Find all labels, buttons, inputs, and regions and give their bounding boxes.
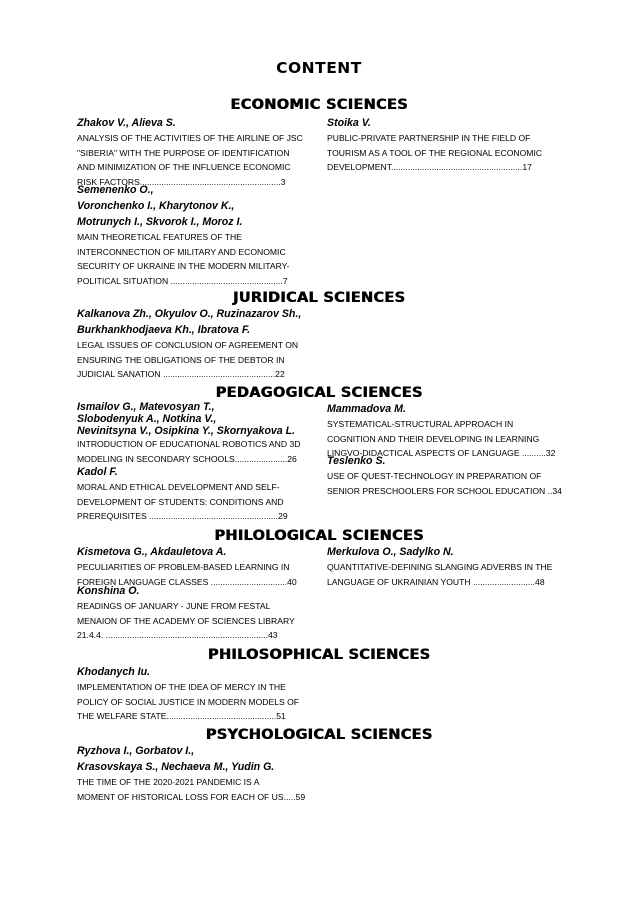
toc-entry[interactable] bbox=[77, 464, 313, 524]
entry-authors: Merkulova O., Sadylko N. bbox=[327, 546, 454, 558]
section-title-economic: ECONOMIC SCIENCES bbox=[230, 97, 408, 113]
entry-title: ANALYSIS OF THE ACTIVITIES OF THE AIRLINE OF JSC "SIBERIA" WITH THE PURPOSE OF IDENTIFICATION AND MINIMIZATION OF THE INFLUENCE ECONOMIC RISK FACTORS...........................................................3 bbox=[77, 133, 303, 187]
entry-page-number: 48 bbox=[535, 576, 545, 587]
entry-page-number: 26 bbox=[287, 453, 297, 464]
toc-entry[interactable] bbox=[77, 664, 313, 724]
toc-entry[interactable] bbox=[77, 182, 313, 288]
entry-authors: Khodanych Iu. bbox=[77, 666, 150, 678]
entry-title: IMPLEMENTATION OF THE IDEA OF MERCY IN THE POLICY OF SOCIAL JUSTICE IN MODERN MODELS OF THE WELFARE STATE..............................................51 bbox=[77, 682, 300, 722]
entry-authors: Konshina O. bbox=[77, 585, 140, 597]
toc-entry[interactable] bbox=[77, 306, 337, 382]
entry-page-number: 43 bbox=[268, 630, 278, 641]
entry-authors: Ryzhova I., Gorbatov I., Krasovskaya S., Nechaeva M., Yudin G. bbox=[77, 745, 275, 773]
toc-entry[interactable] bbox=[327, 544, 563, 589]
entry-title: LEGAL ISSUES OF CONCLUSION OF AGREEMENT ON ENSURING THE OBLIGATIONS OF THE DEBTOR IN JUDICIAL SANATION ...............................................22 bbox=[77, 340, 299, 380]
entry-page-number: 34 bbox=[552, 485, 562, 496]
entry-page-number: 22 bbox=[275, 369, 285, 380]
toc-entry[interactable] bbox=[77, 743, 313, 804]
section-title-psychological: PSYCHOLOGICAL SCIENCES bbox=[205, 727, 433, 743]
entry-title: MAIN THEORETICAL FEATURES OF THE INTERCONNECTION OF MILITARY AND ECONOMIC SECURITY OF UKRAINE IN THE MODERN MILITARY- POLITICAL SITUATION ...............................................7 bbox=[77, 232, 290, 286]
entry-authors: Semenenko O., Voronchenko I., Kharytonov K., Motrunych I., Skvorok I., Moroz I. bbox=[77, 184, 243, 228]
entry-page-number: 59 bbox=[295, 791, 306, 802]
entry-authors: Ismailov G., Matevosyan T., Slobodenyuk A., Notkina V., Nevinitsyna V., Osipkina Y., Skornyakova L. bbox=[77, 401, 296, 437]
section-title-philosophical: PHILOSOPHICAL SCIENCES bbox=[207, 647, 431, 663]
entry-title: PECULIARITIES OF PROBLEM-BASED LEARNING IN FOREIGN LANGUAGE CLASSES ................................40 bbox=[77, 562, 297, 587]
page-title: CONTENT bbox=[276, 59, 362, 77]
entry-authors: Stoika V. bbox=[327, 117, 371, 129]
toc-entry[interactable] bbox=[327, 401, 563, 461]
toc-entry[interactable] bbox=[77, 583, 313, 643]
entry-authors: Zhakov V., Alieva S. bbox=[77, 117, 176, 129]
entry-page-number: 51 bbox=[276, 711, 286, 722]
toc-entry[interactable] bbox=[327, 115, 563, 175]
toc-entry[interactable] bbox=[77, 115, 313, 189]
entry-authors: Mammadova M. bbox=[327, 403, 406, 415]
section-title-pedagogical: PEDAGOGICAL SCIENCES bbox=[215, 385, 423, 401]
entry-authors: Kismetova G., Akdauletova A. bbox=[77, 546, 227, 558]
section-title-philological: PHILOLOGICAL SCIENCES bbox=[214, 528, 424, 544]
entry-title: USE OF QUEST-TECHNOLOGY IN PREPARATION OF SENIOR PRESCHOOLERS FOR SCHOOL EDUCATION ..34 bbox=[327, 471, 562, 496]
toc-entry[interactable] bbox=[327, 453, 563, 498]
entry-authors: Kadol F. bbox=[77, 466, 118, 478]
entry-authors: Teslenko S. bbox=[327, 455, 386, 467]
entry-page-number: 17 bbox=[522, 162, 532, 173]
entry-page-number: 29 bbox=[278, 511, 288, 522]
toc-entry[interactable] bbox=[77, 401, 327, 466]
entry-title: PUBLIC-PRIVATE PARTNERSHIP IN THE FIELD OF TOURISM AS A TOOL OF THE REGIONAL ECONOMIC DEVELOPMENT.......................................................17 bbox=[327, 133, 543, 173]
entry-title: INTRODUCTION OF EDUCATIONAL ROBOTICS AND 3D MODELING IN SECONDARY SCHOOLS......................26 bbox=[77, 439, 301, 464]
entry-page-number: 3 bbox=[280, 176, 286, 187]
entry-authors: Kalkanova Zh., Okyulov O., Ruzinazarov Sh., Burkhankhodjaeva Kh., Ibratova F. bbox=[77, 308, 302, 336]
entry-title: QUANTITATIVE-DEFINING SLANGING ADVERBS IN THE LANGUAGE OF UKRAINIAN YOUTH ..........................48 bbox=[327, 562, 553, 587]
entry-title: THE TIME OF THE 2020-2021 PANDEMIC IS A MOMENT OF HISTORICAL LOSS FOR EACH OF US.....59 bbox=[77, 777, 306, 802]
entry-title: MORAL AND ETHICAL DEVELOPMENT AND SELF- DEVELOPMENT OF STUDENTS: CONDITIONS AND PREREQUISITES ......................................................29 bbox=[77, 482, 288, 522]
entry-title: SYSTEMATICAL-STRUCTURAL APPROACH IN COGNITION AND THEIR DEVELOPING IN LEARNING LINGVO-DIDACTICAL ASPECTS OF LANGUAGE ..........32 bbox=[327, 419, 556, 459]
entry-title: READINGS OF JANUARY - JUNE FROM FESTAL MENAION OF THE ACADEMY OF SCIENCES LIBRARY 21.4.4. ....................................................................43 bbox=[77, 601, 295, 641]
entry-page-number: 40 bbox=[287, 576, 297, 587]
entry-page-number: 7 bbox=[282, 275, 288, 286]
section-title-juridical: JURIDICAL SCIENCES bbox=[232, 290, 406, 306]
entry-page-number: 32 bbox=[545, 448, 556, 459]
